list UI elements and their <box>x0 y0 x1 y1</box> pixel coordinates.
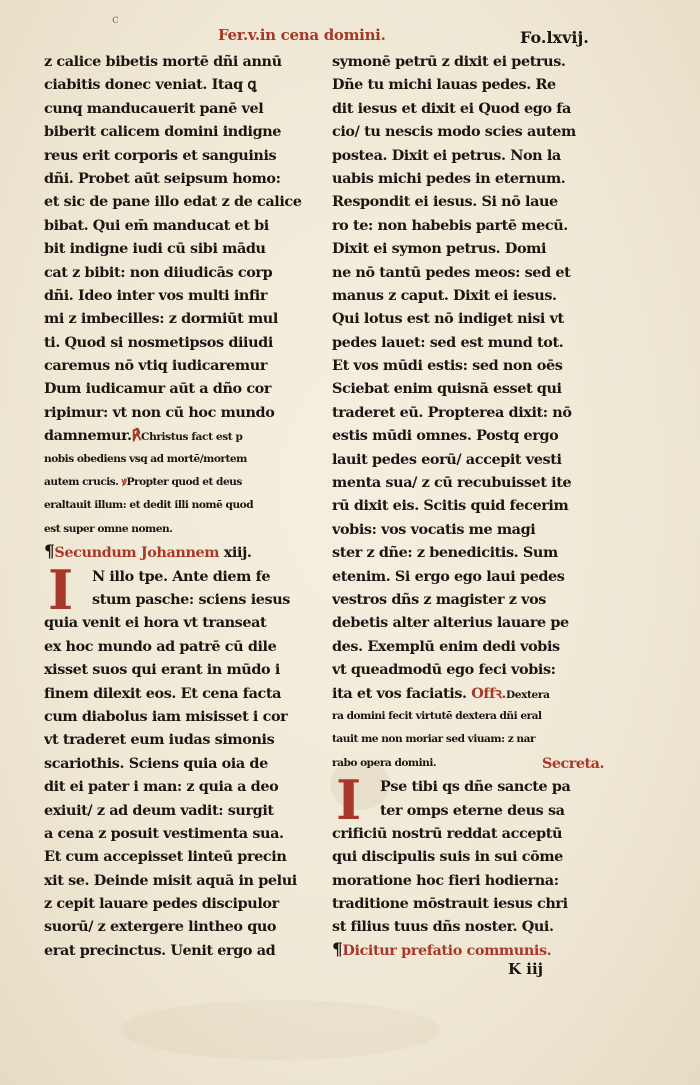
decorated-initial: I <box>336 768 362 833</box>
text-line: mi z imbecilles: z dormiūt mul <box>44 310 278 328</box>
text-line: rū dixit eis. Scitis quid fecerim <box>332 497 569 515</box>
decorated-initial: I <box>48 557 74 622</box>
text-line: Pse tibi qs dñe sancte pa <box>380 778 571 796</box>
running-title: Fer.v.in cena domini. <box>218 26 386 44</box>
text-line: pedes lauet: sed est mund tot. <box>332 333 564 351</box>
gradual-line: est super omne nomen. <box>44 522 173 535</box>
text-line: menta sua/ z cū recubuisset ite <box>332 474 572 492</box>
text-line: damnemur. <box>44 427 132 445</box>
text-line: Dñe tu michi lauas pedes. Re <box>332 76 556 94</box>
gospel-initial-block <box>44 557 316 622</box>
text-line: bibat. Qui em̄ manducat et bi <box>44 216 269 234</box>
offertory-text: Dextera <box>506 688 550 701</box>
text-line: postea. Dixit ei petrus. Non la <box>332 146 561 164</box>
text-line: biberit calicem domini indigne <box>44 123 282 141</box>
text-line: traderet eū. Propterea dixit: nō <box>332 403 572 421</box>
text-line: ster z dñe: z benedicitis. Sum <box>332 544 558 562</box>
offertory-line <box>332 682 604 705</box>
text-line: etenim. Si ergo ego laui pedes <box>332 567 565 585</box>
text-line: dñi. Ideo inter vos multi infir <box>44 286 268 304</box>
text-line: z calice bibetis mortē dñi annū <box>44 53 282 70</box>
text-line: dit ei pater i man: z quia a deo <box>44 778 279 796</box>
verse-marker: ꝟ <box>121 476 127 489</box>
text-line: erat precinctus. Uenit ergo ad <box>44 941 276 959</box>
text-line: qui discipulis suis in sui cōme <box>332 848 563 866</box>
text-line: cat z bibit: non diiudicās corp <box>44 263 273 281</box>
text-line: N illo tpe. Ante diem fe <box>92 567 271 585</box>
text-line: quia venit ei hora vt transeat <box>44 614 267 632</box>
text-line: dñi. Probet aūt seipsum homo: <box>44 169 281 187</box>
paper-stain <box>120 1000 440 1060</box>
folio-number: Fo.lxvij. <box>520 28 589 47</box>
text-line: scariothis. Sciens quia oia de <box>44 754 268 772</box>
text-line: ti. Quod si nosmetipsos diiudi <box>44 333 273 351</box>
offertory-line <box>332 752 604 775</box>
text-line: debetis alter alterius lauare pe <box>332 614 569 632</box>
text-line: ripimur: vt non cū hoc mundo <box>44 403 275 421</box>
gospel-heading-line <box>44 541 316 564</box>
text-line: Et cum accepisset linteū precin <box>44 848 287 866</box>
text-line: vobis: vos vocatis me magi <box>332 520 536 538</box>
text-line: moratione hoc fieri hodierna: <box>332 871 559 889</box>
text-line: crificiū nostrū reddat acceptū <box>332 824 563 842</box>
right-column <box>332 50 604 962</box>
text-line: finem dilexit eos. Et cena facta <box>44 684 282 702</box>
gospel-chapter: xiij. <box>223 544 252 562</box>
text-line: ex hoc mundo ad patrē cū dile <box>44 637 277 655</box>
text-line: bit indigne iudi cū sibi mādu <box>44 240 266 258</box>
text-line: z cepit lauare pedes discipulor <box>44 895 279 913</box>
text-line: cio/ tu nescis modo scies autem <box>332 123 576 141</box>
text-line: exiuit/ z ad deum vadit: surgit <box>44 801 274 819</box>
text-line: stum pasche: sciens iesus <box>92 590 290 608</box>
text-line: estis mūdi omnes. Postq ergo <box>332 427 559 445</box>
text-line: caremus nō vtiq iudicaremur <box>44 357 267 375</box>
text-line: vt traderet eum iudas simonis <box>44 731 275 749</box>
text-line: des. Exemplū enim dedi vobis <box>332 637 560 655</box>
text-line: uabis michi pedes in eternum. <box>332 169 566 187</box>
gradual-marker: ℟ <box>131 427 142 445</box>
text-line: suorū/ z extergere lintheo quo <box>44 918 277 936</box>
gradual-line <box>44 471 316 494</box>
text-line: et sic de pane illo edat z de calice <box>44 193 302 211</box>
left-column <box>44 50 316 962</box>
text-line: manus z caput. Dixit ei iesus. <box>332 286 557 304</box>
text-line: Dum iudicamur aūt a dño cor <box>44 380 272 398</box>
gradual-line: nobis obediens vsq ad mortē/mortem <box>44 452 247 465</box>
text-line: ro te: non habebis partē mecū. <box>332 216 568 234</box>
gradual-text: Christus fact est p <box>141 431 243 444</box>
text-line: reus erit corporis et sanguinis <box>44 146 277 164</box>
text-line: st filius tuus dñs noster. Qui. <box>332 918 554 936</box>
text-line: vt queadmodū ego feci vobis: <box>332 661 556 679</box>
verse-text: Propter quod et deus <box>126 476 242 489</box>
pilcrow-mark: ¶ <box>332 939 343 960</box>
gospel-heading: Secundum Johannem <box>54 544 220 562</box>
text-line: symonē petrū z dixit ei petrus. <box>332 53 566 70</box>
text-line: cunq manducauerit panē vel <box>44 99 264 117</box>
pilcrow-mark: ¶ <box>44 542 55 563</box>
text-line: Qui lotus est nō indiget nisi vt <box>332 310 564 328</box>
text-line: ciabitis donec veniat. Itaq ꝗ <box>44 76 257 94</box>
offertory-line: ra domini fecit virtutē dextera dñi eral <box>332 709 542 722</box>
text-line: ita et vos faciatis. <box>332 684 467 702</box>
text-line: ne nō tantū pedes meos: sed et <box>332 263 571 281</box>
text-line: a cena z posuit vestimenta sua. <box>44 824 284 842</box>
offertory-line: tauit me non moriar sed viuam: z nar <box>332 733 536 746</box>
text-line: Et vos mūdi estis: sed non oēs <box>332 357 563 375</box>
text-line: Respondit ei iesus. Si nō laue <box>332 193 558 211</box>
text-line: traditione mōstrauit iesus chri <box>332 895 568 913</box>
text-line: xisset suos qui erant in mūdo i <box>44 661 280 679</box>
text-line: xit se. Deinde misit aquā in pelui <box>44 871 297 889</box>
signature-mark: K iij <box>508 960 544 978</box>
text-line: Sciebat enim quisnā esset qui <box>332 380 562 398</box>
secret-heading: Secreta. <box>541 754 604 772</box>
text-line: Dixit ei symon petrus. Domi <box>332 240 547 258</box>
text-line: vestros dñs z magister z vos <box>332 590 546 608</box>
gradual-line <box>44 424 316 447</box>
offertory-label: Offꝛ. <box>471 684 507 702</box>
text-line: ter omps eterne deus sa <box>380 801 565 819</box>
gradual-text: autem crucis. <box>44 476 119 489</box>
margin-mark: c <box>112 12 119 26</box>
text-line: dit iesus et dixit ei Quod ego fa <box>332 99 571 117</box>
preface-rubric: Dicitur prefatio communis. <box>342 941 552 959</box>
preface-line <box>332 939 604 962</box>
offertory-text: rabo opera domini. <box>332 756 437 769</box>
gradual-line: eraltauit illum: et dedit illi nomē quod <box>44 499 254 512</box>
text-line: lauit pedes eorū/ accepit vesti <box>332 450 562 468</box>
text-line: cum diabolus iam misisset i cor <box>44 707 288 725</box>
